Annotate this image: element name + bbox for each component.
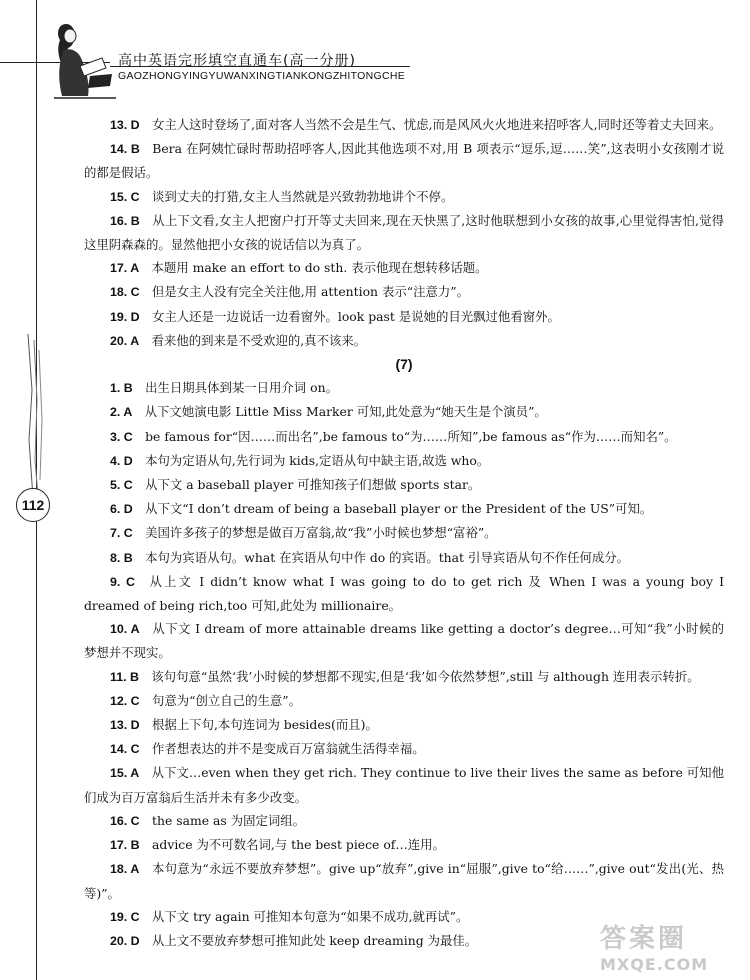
answer-number: 18. C (110, 285, 140, 300)
answer-number: 15. C (110, 189, 140, 204)
answer-number: 17. A (110, 261, 140, 276)
answer-explanation: 出生日期具体到某一日用介词 on。 (145, 380, 338, 396)
answer-explanation: 从下文 try again 可推知本句意为“如果不成功,就再试”。 (152, 908, 469, 924)
answer-explanation: 根据上下句,本句连词为 besides(而且)。 (152, 717, 378, 733)
answer-number: 4. D (110, 453, 133, 468)
answer-entry (84, 689, 724, 713)
answer-explanation: 从下文…even when they get rich. They continue to live their lives the same as before 可知他们成为百万富翁后生活并未有多少改变。 (84, 765, 724, 805)
answer-entry (84, 713, 724, 737)
answer-number: 10. A (110, 622, 140, 637)
book-title-pinyin: GAOZHONGYINGYUWANXINGTIANKONGZHITONGCHE (118, 70, 406, 82)
answer-entry (84, 256, 724, 280)
answer-entry (84, 497, 724, 521)
answer-number: 6. D (110, 502, 133, 517)
answer-explanation: 看来他的到来是不受欢迎的,真不该来。 (151, 332, 367, 348)
answer-explanation: 本题用 make an effort to do sth. 表示他现在想转移话题。 (151, 260, 488, 276)
book-title: 高中英语完形填空直通车(高一分册) (118, 53, 356, 69)
answer-explanation: 从下文 I dream of more attainable dreams like getting a doctor’s degree…可知“我”小时候的梦想并不现实。 (84, 621, 724, 661)
answer-number: 3. C (110, 429, 133, 444)
reading-girl-illustration (40, 10, 120, 110)
answer-explanation: 女主人还是一边说话一边看窗外。look past 是说她的目光飘过他看窗外。 (152, 308, 560, 324)
answer-entry (84, 809, 724, 833)
answer-entry (84, 737, 724, 761)
answer-entry (84, 761, 724, 808)
answer-entry (84, 617, 724, 664)
answer-number: 18. A (110, 862, 140, 877)
answer-entry (84, 305, 724, 329)
site-watermark (600, 918, 740, 976)
answer-number: 17. B (110, 838, 140, 853)
section-heading: (7) (395, 356, 413, 373)
answer-number: 14. B (110, 142, 140, 157)
answer-entry (84, 521, 724, 545)
answer-number: 9. C (110, 574, 135, 589)
answer-explanation: 本句为定语从句,先行词为 kids,定语从句中缺主语,故选 who。 (145, 452, 490, 468)
answer-number: 19. C (110, 909, 140, 924)
answer-number: 12. C (110, 693, 140, 708)
watermark-logo-text: 答案圈 (600, 924, 688, 954)
watermark-url: MXQE.COM (600, 955, 709, 974)
answer-entry (84, 137, 724, 184)
answer-entry (84, 449, 724, 473)
answer-explanation: Bera 在阿姨忙碌时帮助招呼客人,因此其他选项不对,用 B 项表示“逗乐,逗……笑”,这表明小女孩刚才说的都是假话。 (84, 141, 724, 181)
answer-explanation: 从下文“I don’t dream of being a baseball player or the President of the US”可知。 (145, 501, 653, 517)
answer-explanation: 从上文 I didn’t know what I was going to do to get rich 及 When I was a young boy I dreamed of being rich,too 可知,此处为 millionaire。 (84, 573, 724, 614)
answer-entry (84, 280, 724, 304)
answer-entry (84, 209, 724, 256)
answer-entry (84, 546, 724, 570)
answer-number: 14. C (110, 742, 140, 757)
answer-explanation: 从下文她演电影 Little Miss Marker 可知,此处意为“她天生是个演员”。 (144, 404, 547, 420)
answer-explanation: 该句句意“虽然‘我’小时候的梦想都不现实,但是‘我’如今依然梦想”,still 与 although 连用表示转折。 (151, 668, 700, 684)
answer-entry (84, 473, 724, 497)
answer-entry (84, 425, 724, 449)
answer-explanation: 本句意为“永远不要放弃梦想”。give up“放弃”,give in“屈服”,give to“给……”,give out“发出(光、热等)”。 (84, 861, 724, 901)
answer-number: 5. C (110, 478, 133, 493)
answer-entry (84, 857, 724, 904)
answer-number: 13. D (110, 718, 140, 733)
answer-number: 1. B (110, 381, 133, 396)
answer-explanation: 女主人这时登场了,面对客人当然不会是生气、忧虑,而是风风火火地进来招呼客人,同时还等着丈夫回来。 (152, 117, 722, 132)
answer-explanation: 句意为“创立自己的生意”。 (152, 692, 301, 708)
answer-explanation: 美国许多孩子的梦想是做百万富翁,故“我”小时候也梦想“富裕”。 (145, 525, 497, 541)
answer-entry (84, 113, 724, 137)
answer-explanation: 但是女主人没有完全关注他,用 attention 表示“注意力”。 (152, 284, 469, 300)
margin-scratches (24, 330, 46, 500)
answer-explanation: the same as 为固定词组。 (152, 812, 306, 828)
answer-explanation: be famous for“因……而出名”,be famous to“为……所知”,be famous as“作为……而知名”。 (145, 428, 677, 444)
answer-entry (84, 570, 724, 617)
answer-number: 19. D (110, 309, 140, 324)
answer-number: 20. A (110, 333, 140, 348)
answer-explanation: advice 为不可数名词,与 the best piece of…连用。 (152, 837, 445, 853)
answer-number: 15. A (110, 766, 140, 781)
answer-number: 2. A (110, 405, 133, 420)
page-number-badge: 112 (16, 488, 50, 522)
answer-explanation: 从上文不要放弃梦想可推知此处 keep dreaming 为最佳。 (152, 932, 478, 948)
answer-number: 8. B (110, 550, 133, 565)
answer-entry (84, 376, 724, 400)
answer-number: 16. C (110, 813, 140, 828)
answer-number: 7. C (110, 526, 133, 541)
answer-number: 11. B (110, 669, 139, 684)
answer-entry (84, 400, 724, 424)
answer-explanation: 从上下文看,女主人把窗户打开等丈夫回来,现在天快黑了,这时他联想到小女孩的故事,心里觉得害怕,觉得这里阴森森的。显然他把小女孩的说话信以为真了。 (84, 212, 724, 253)
answer-number: 16. B (110, 213, 140, 228)
answer-entry (84, 329, 724, 353)
answer-number: 20. D (110, 933, 140, 948)
answer-explanation: 作者想表达的并不是变成百万富翁就生活得幸福。 (152, 741, 425, 757)
answer-explanation: 谈到丈夫的打猎,女主人当然就是兴致勃勃地讲个不停。 (152, 188, 454, 204)
answer-explanation: 本句为宾语从句。what 在宾语从句中作 do 的宾语。that 引导宾语从句不作任何成分。 (145, 549, 630, 565)
answer-entry (84, 833, 724, 857)
answer-number: 13. D (110, 118, 140, 132)
answer-explanation: 从下文 a baseball player 可推知孩子们想做 sports star。 (145, 477, 481, 493)
answer-entry (84, 185, 724, 209)
answer-key-content (84, 113, 724, 953)
answer-entry (84, 665, 724, 689)
